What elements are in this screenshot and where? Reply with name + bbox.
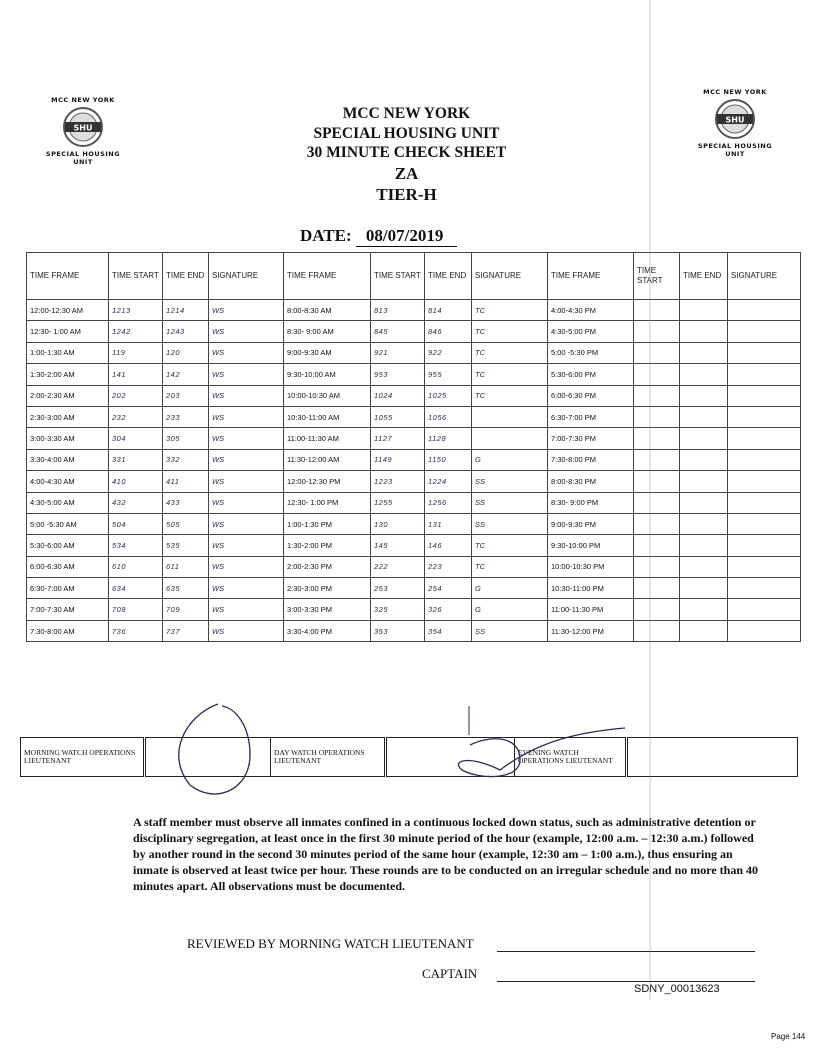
time-start-cell: 253 <box>371 578 425 599</box>
title-line: MCC NEW YORK <box>342 105 471 122</box>
time-start-cell <box>634 556 680 577</box>
time-frame-cell: 10:30-11:00 AM <box>284 406 371 427</box>
time-end-cell: 535 <box>163 535 209 556</box>
time-frame-cell: 1:00-1:30 AM <box>27 342 109 363</box>
time-frame-cell: 5:00 -5:30 AM <box>27 513 109 534</box>
time-start-cell: 222 <box>371 556 425 577</box>
signature-cell <box>728 535 801 556</box>
time-frame-cell: 5:00 -5:30 PM <box>548 342 634 363</box>
time-end-cell: 411 <box>163 471 209 492</box>
signature-cell: WS <box>209 364 284 385</box>
shu-seal-icon <box>713 98 757 140</box>
time-start-cell <box>634 620 680 641</box>
signature-cell <box>728 428 801 449</box>
time-start-cell: 1127 <box>371 428 425 449</box>
time-start-cell <box>634 300 680 321</box>
signature-cell: TC <box>472 342 548 363</box>
signature-cell <box>728 513 801 534</box>
time-start-cell: 921 <box>371 342 425 363</box>
time-start-cell: 145 <box>371 535 425 556</box>
time-start-cell: 504 <box>109 513 163 534</box>
time-start-cell: 845 <box>371 321 425 342</box>
time-end-cell: 846 <box>425 321 472 342</box>
morning-watch-label: MORNING WATCH OPERATIONS LIEUTENANT <box>21 738 145 777</box>
time-start-cell: 1255 <box>371 492 425 513</box>
captain-line <box>497 981 755 982</box>
column-header: TIME END <box>680 253 728 300</box>
signature-cell: G <box>472 578 548 599</box>
time-frame-cell: 3:00-3:30 PM <box>284 599 371 620</box>
signature-cell: SS <box>472 513 548 534</box>
signature-cell: WS <box>209 599 284 620</box>
time-frame-cell: 3:00-3:30 AM <box>27 428 109 449</box>
time-start-cell <box>634 385 680 406</box>
signature-cell: TC <box>472 385 548 406</box>
time-frame-cell: 9:30-10:00 AM <box>284 364 371 385</box>
title-line: 30 MINUTE CHECK SHEET <box>306 144 507 161</box>
time-end-cell <box>680 321 728 342</box>
time-end-cell: 120 <box>163 342 209 363</box>
time-start-cell: 1223 <box>371 471 425 492</box>
day-watch-label: DAY WATCH OPERATIONS LIEUTENANT <box>271 738 386 777</box>
reviewed-by-label: REVIEWED BY MORNING WATCH LIEUTENANT <box>187 936 474 951</box>
time-end-cell <box>680 471 728 492</box>
time-start-cell <box>634 321 680 342</box>
time-start-cell: 325 <box>371 599 425 620</box>
signature-cell: SS <box>472 620 548 641</box>
time-end-cell: 223 <box>425 556 472 577</box>
time-start-cell <box>634 492 680 513</box>
time-end-cell: 142 <box>163 364 209 385</box>
signature-cell <box>472 428 548 449</box>
time-start-cell: 1213 <box>109 300 163 321</box>
time-frame-cell: 8:00-8:30 AM <box>284 300 371 321</box>
time-end-cell: 737 <box>163 620 209 641</box>
time-frame-cell: 7:30-8:00 PM <box>548 449 634 470</box>
signature-cell: TC <box>472 556 548 577</box>
time-frame-cell: 7:00-7:30 AM <box>27 599 109 620</box>
signature-cell <box>728 342 801 363</box>
time-end-cell <box>680 599 728 620</box>
time-end-cell <box>680 492 728 513</box>
time-end-cell <box>680 513 728 534</box>
time-end-cell: 1056 <box>425 406 472 427</box>
time-frame-cell: 2:30-3:00 PM <box>284 578 371 599</box>
time-end-cell <box>680 428 728 449</box>
time-frame-cell: 2:30-3:00 AM <box>27 406 109 427</box>
signature-cell: WS <box>209 342 284 363</box>
logo-top-text: MCC NEW YORK <box>51 96 115 104</box>
date-label: DATE: <box>300 226 352 245</box>
signature-cell: WS <box>209 471 284 492</box>
time-frame-cell: 3:30-4:00 PM <box>284 620 371 641</box>
time-start-cell: 1242 <box>109 321 163 342</box>
time-end-cell: 1128 <box>425 428 472 449</box>
lieutenant-signature-table <box>20 737 798 777</box>
morning-watch-signature <box>145 738 271 777</box>
day-watch-signature <box>386 738 515 777</box>
title-line: SPECIAL HOUSING UNIT <box>313 124 500 142</box>
date-row <box>300 226 457 247</box>
time-end-cell: 433 <box>163 492 209 513</box>
time-end-cell: 326 <box>425 599 472 620</box>
reviewed-by-line <box>497 951 755 952</box>
time-end-cell: 814 <box>425 300 472 321</box>
signature-cell <box>728 406 801 427</box>
signature-cell: TC <box>472 535 548 556</box>
time-start-cell <box>634 364 680 385</box>
time-start-cell: 331 <box>109 449 163 470</box>
column-header: TIME FRAME <box>284 253 371 300</box>
signature-cell: TC <box>472 321 548 342</box>
time-end-cell: 955 <box>425 364 472 385</box>
time-frame-cell: 10:00-10:30 PM <box>548 556 634 577</box>
signature-cell: WS <box>209 620 284 641</box>
column-header: TIME START <box>634 253 680 300</box>
signature-cell <box>728 578 801 599</box>
time-frame-cell: 1:30-2:00 AM <box>27 364 109 385</box>
time-end-cell <box>680 385 728 406</box>
table-row <box>27 406 801 427</box>
time-frame-cell: 12:30- 1:00 AM <box>27 321 109 342</box>
signature-cell: SS <box>472 492 548 513</box>
column-header: TIME START <box>109 253 163 300</box>
column-header: SIGNATURE <box>728 253 801 300</box>
signature-cell: WS <box>209 449 284 470</box>
table-row <box>27 449 801 470</box>
shu-seal-icon <box>61 106 105 148</box>
time-frame-cell: 5:30-6:00 PM <box>548 364 634 385</box>
time-start-cell <box>634 428 680 449</box>
signature-cell: SS <box>472 471 548 492</box>
time-frame-cell: 3:30-4:00 AM <box>27 449 109 470</box>
time-start-cell: 130 <box>371 513 425 534</box>
table-row <box>27 300 801 321</box>
time-start-cell <box>634 342 680 363</box>
time-frame-cell: 2:00-2:30 PM <box>284 556 371 577</box>
time-frame-cell: 1:00-1:30 PM <box>284 513 371 534</box>
time-start-cell <box>634 535 680 556</box>
table-header-row <box>27 253 801 300</box>
time-frame-cell: 6:30-7:00 PM <box>548 406 634 427</box>
time-frame-cell: 11:00-11:30 PM <box>548 599 634 620</box>
column-header: TIME FRAME <box>27 253 109 300</box>
table-row <box>27 535 801 556</box>
time-start-cell: 1055 <box>371 406 425 427</box>
time-frame-cell: 4:00-4:30 PM <box>548 300 634 321</box>
signature-cell: WS <box>209 535 284 556</box>
time-start-cell: 202 <box>109 385 163 406</box>
title-line: ZA <box>394 163 419 183</box>
time-end-cell <box>680 556 728 577</box>
signature-cell: WS <box>209 406 284 427</box>
time-start-cell <box>634 578 680 599</box>
page-title <box>250 104 563 205</box>
table-row <box>27 342 801 363</box>
time-start-cell: 534 <box>109 535 163 556</box>
time-start-cell <box>634 449 680 470</box>
column-header: TIME FRAME <box>548 253 634 300</box>
logo-center-text: SHU <box>725 115 745 125</box>
time-end-cell <box>680 620 728 641</box>
time-end-cell: 254 <box>425 578 472 599</box>
time-frame-cell: 4:00-4:30 AM <box>27 471 109 492</box>
time-start-cell <box>634 471 680 492</box>
signature-cell <box>728 364 801 385</box>
column-header: TIME START <box>371 253 425 300</box>
time-end-cell: 611 <box>163 556 209 577</box>
time-frame-cell: 11:30-12:00 PM <box>548 620 634 641</box>
time-end-cell: 709 <box>163 599 209 620</box>
signature-cell: WS <box>209 513 284 534</box>
time-frame-cell: 11:30-12:00 AM <box>284 449 371 470</box>
signature-cell: WS <box>209 321 284 342</box>
logo-bottom-text: SPECIAL HOUSING UNIT <box>45 150 121 166</box>
time-frame-cell: 4:30-5:00 PM <box>548 321 634 342</box>
time-start-cell: 1149 <box>371 449 425 470</box>
time-end-cell: 332 <box>163 449 209 470</box>
signature-cell <box>728 385 801 406</box>
evening-watch-label: EVENING WATCH OPERATIONS LIEUTENANT <box>515 738 627 777</box>
time-end-cell: 1224 <box>425 471 472 492</box>
time-end-cell: 1025 <box>425 385 472 406</box>
time-start-cell: 232 <box>109 406 163 427</box>
signature-cell: WS <box>209 428 284 449</box>
time-start-cell: 141 <box>109 364 163 385</box>
table-row <box>27 428 801 449</box>
column-header: SIGNATURE <box>209 253 284 300</box>
time-start-cell: 610 <box>109 556 163 577</box>
table-row <box>27 492 801 513</box>
captain-label: CAPTAIN <box>422 966 478 981</box>
time-start-cell: 708 <box>109 599 163 620</box>
time-end-cell <box>680 364 728 385</box>
time-end-cell <box>680 578 728 599</box>
time-frame-cell: 1:30-2:00 PM <box>284 535 371 556</box>
signature-cell <box>728 556 801 577</box>
signature-cell: G <box>472 599 548 620</box>
time-end-cell: 1256 <box>425 492 472 513</box>
time-start-cell <box>634 599 680 620</box>
time-start-cell <box>634 513 680 534</box>
time-frame-cell: 7:30-8:00 AM <box>27 620 109 641</box>
time-frame-cell: 5:30-6:00 AM <box>27 535 109 556</box>
page-number: Page 144 <box>771 1032 806 1041</box>
time-frame-cell: 12:00-12:30 PM <box>284 471 371 492</box>
time-start-cell: 432 <box>109 492 163 513</box>
time-start-cell: 953 <box>371 364 425 385</box>
logo-left <box>38 96 128 166</box>
time-start-cell: 634 <box>109 578 163 599</box>
logo-bottom-text: SPECIAL HOUSING UNIT <box>697 142 773 158</box>
evening-watch-signature <box>627 738 798 777</box>
time-frame-cell: 6:00-6:30 AM <box>27 556 109 577</box>
instructions-paragraph: A staff member must observe all inmates confined in a continuous locked down status, such as administrative detention or disciplinary segregation, at least once in the first 30 minute period of the hour (example, 12:00 a.m. – 12:30 a.m.) followed by another round in the second 30 minutes period of the same hour (example, 12:30 am – 1:00 a.m.), thus ensuring an inmate is observed at least twice per hour. These rounds are to be conducted on an irregular schedule and no more than 40 minutes apart. All observations must be documented. <box>133 815 759 893</box>
time-frame-cell: 9:00-9:30 AM <box>284 342 371 363</box>
signature-cell <box>728 300 801 321</box>
column-header: TIME END <box>163 253 209 300</box>
time-frame-cell: 8:00-8:30 PM <box>548 471 634 492</box>
column-header: SIGNATURE <box>472 253 548 300</box>
time-start-cell: 410 <box>109 471 163 492</box>
date-value: 08/07/2019 <box>356 226 457 247</box>
time-end-cell: 354 <box>425 620 472 641</box>
title-line: TIER-H <box>376 184 437 204</box>
time-start-cell: 353 <box>371 620 425 641</box>
table-row <box>27 620 801 641</box>
time-end-cell <box>680 535 728 556</box>
time-end-cell: 305 <box>163 428 209 449</box>
logo-top-text: MCC NEW YORK <box>703 88 767 96</box>
time-frame-cell: 8:30- 9:00 PM <box>548 492 634 513</box>
table-row <box>27 513 801 534</box>
time-end-cell: 505 <box>163 513 209 534</box>
signature-cell <box>728 321 801 342</box>
time-end-cell: 233 <box>163 406 209 427</box>
signature-cell: G <box>472 449 548 470</box>
signature-cell: TC <box>472 364 548 385</box>
table-row <box>27 599 801 620</box>
time-end-cell: 1214 <box>163 300 209 321</box>
signature-cell <box>728 492 801 513</box>
time-end-cell: 922 <box>425 342 472 363</box>
time-frame-cell: 12:30- 1:00 PM <box>284 492 371 513</box>
time-start-cell: 1024 <box>371 385 425 406</box>
signature-cell: WS <box>209 492 284 513</box>
time-start-cell: 813 <box>371 300 425 321</box>
signature-cell <box>728 599 801 620</box>
time-end-cell: 1150 <box>425 449 472 470</box>
time-frame-cell: 11:00-11:30 AM <box>284 428 371 449</box>
table-row <box>27 364 801 385</box>
time-start-cell: 736 <box>109 620 163 641</box>
time-end-cell <box>680 342 728 363</box>
signature-cell <box>472 406 548 427</box>
time-start-cell <box>634 406 680 427</box>
signature-cell <box>728 471 801 492</box>
time-frame-cell: 8:30- 9:00 AM <box>284 321 371 342</box>
time-start-cell: 304 <box>109 428 163 449</box>
time-start-cell: 119 <box>109 342 163 363</box>
time-frame-cell: 6:30-7:00 AM <box>27 578 109 599</box>
time-end-cell: 635 <box>163 578 209 599</box>
time-end-cell <box>680 300 728 321</box>
signature-cell: WS <box>209 578 284 599</box>
signature-cell: TC <box>472 300 548 321</box>
table-row <box>27 578 801 599</box>
time-frame-cell: 4:30-5:00 AM <box>27 492 109 513</box>
time-end-cell <box>680 406 728 427</box>
time-frame-cell: 7:00-7:30 PM <box>548 428 634 449</box>
time-end-cell <box>680 449 728 470</box>
signature-cell: WS <box>209 385 284 406</box>
time-frame-cell: 6:00-6:30 PM <box>548 385 634 406</box>
time-end-cell: 131 <box>425 513 472 534</box>
column-header: TIME END <box>425 253 472 300</box>
signature-cell <box>728 449 801 470</box>
time-frame-cell: 9:30-10:00 PM <box>548 535 634 556</box>
time-end-cell: 1243 <box>163 321 209 342</box>
time-end-cell: 203 <box>163 385 209 406</box>
signature-cell: WS <box>209 300 284 321</box>
signature-cell: WS <box>209 556 284 577</box>
time-frame-cell: 10:00-10:30 AM <box>284 385 371 406</box>
logo-center-text: SHU <box>73 123 93 133</box>
time-frame-cell: 12:00-12:30 AM <box>27 300 109 321</box>
table-row <box>27 385 801 406</box>
time-end-cell: 146 <box>425 535 472 556</box>
time-frame-cell: 9:00-9:30 PM <box>548 513 634 534</box>
check-sheet-table <box>26 252 801 642</box>
table-row <box>27 556 801 577</box>
signature-cell <box>728 620 801 641</box>
table-row <box>27 321 801 342</box>
table-row <box>27 471 801 492</box>
time-frame-cell: 10:30-11:00 PM <box>548 578 634 599</box>
time-frame-cell: 2:00-2:30 AM <box>27 385 109 406</box>
bates-number: SDNY_00013623 <box>634 983 720 995</box>
logo-right <box>690 88 780 158</box>
